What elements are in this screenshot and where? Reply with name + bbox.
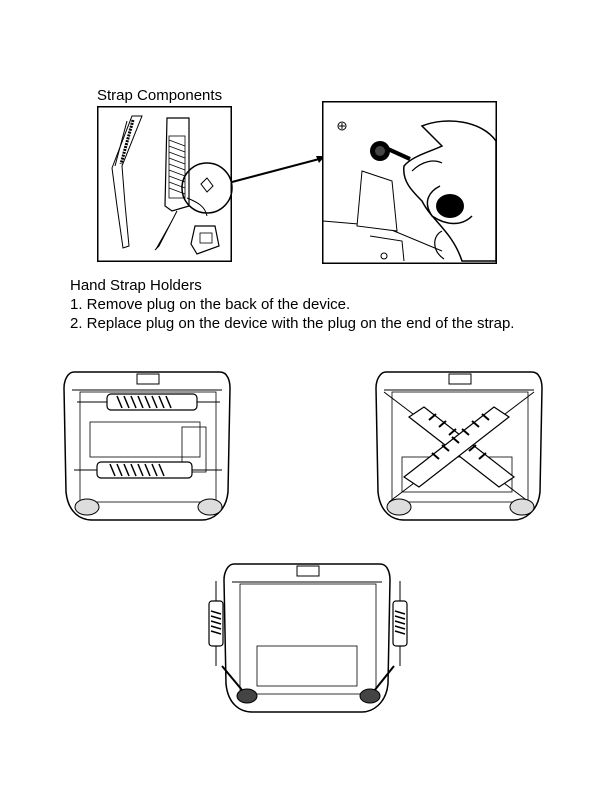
device-crossed-straps — [374, 362, 544, 522]
section-title: Hand Strap Holders — [70, 277, 202, 294]
strap-components-title: Strap Components — [97, 87, 223, 104]
magnifier-callout — [180, 150, 330, 220]
device-side-straps — [202, 556, 412, 716]
step-1: 1. Remove plug on the back of the device. — [70, 296, 351, 313]
plug-detail-figure — [322, 101, 497, 264]
device-horizontal-straps — [62, 362, 232, 522]
step-2: 2. Replace plug on the device with the plug on the end of the strap. — [70, 315, 515, 332]
